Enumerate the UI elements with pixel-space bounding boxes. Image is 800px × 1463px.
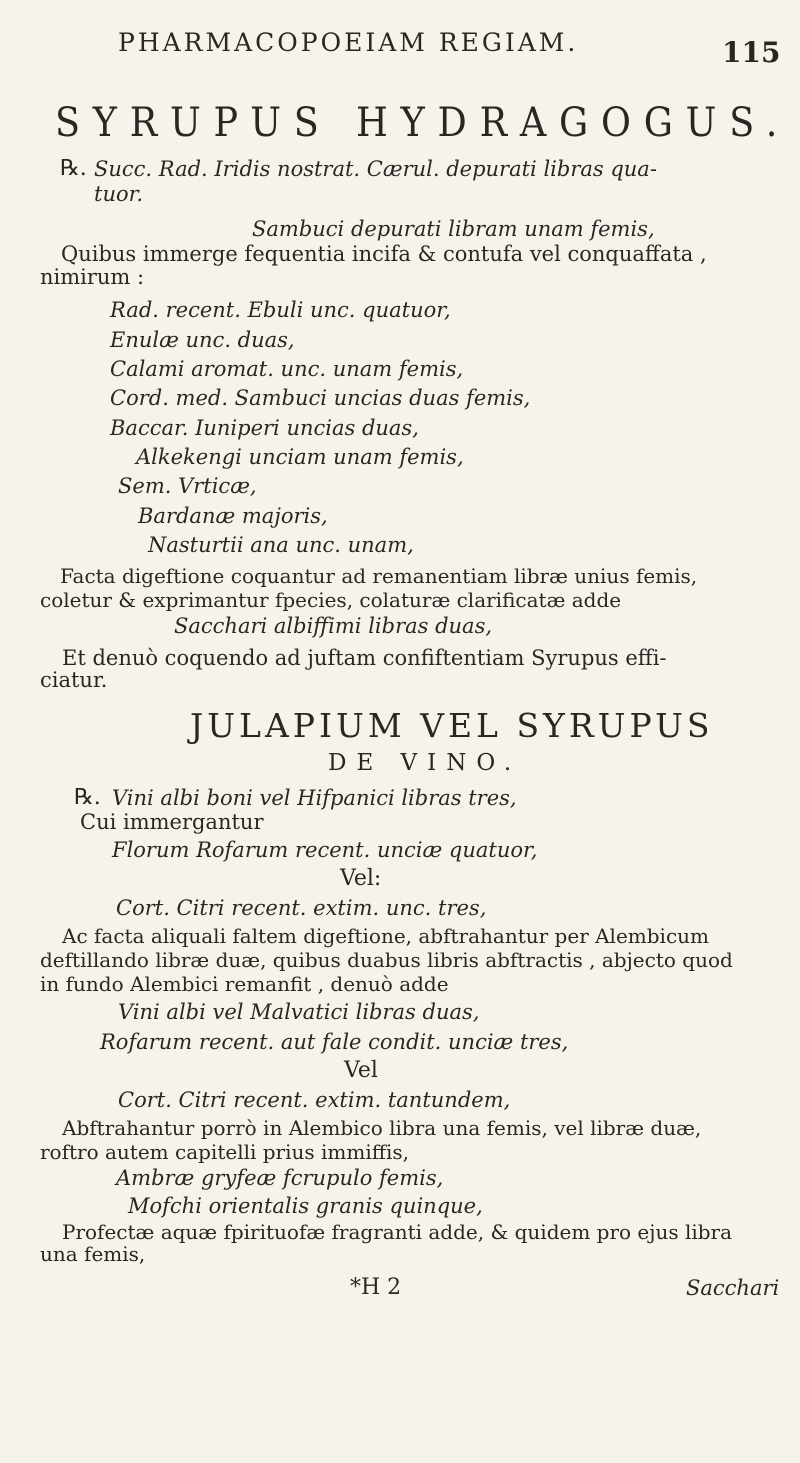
text-line: Ac facta aliquali faltem digeftione, abftrahantur per Alembicum: [62, 924, 710, 948]
text-line: Quibus immerge fequentia incifa & contufa vel conquaffata ,: [61, 242, 707, 266]
text-line: Vini albi boni vel Hifpanici libras tres,: [112, 786, 517, 810]
catchword: Sacchari: [686, 1276, 780, 1300]
signature-mark: *H 2: [350, 1275, 402, 1300]
text-line: coletur & exprimantur fpecies, colaturæ clarificatæ adde: [40, 588, 622, 612]
text-line: Vel:: [340, 866, 382, 891]
page-number: 115: [722, 36, 781, 69]
text-line: Profectæ aquæ fpirituofæ fragranti adde, & quidem pro ejus libra: [62, 1220, 733, 1244]
text-line: deftillando libræ duæ, quibus duabus libris abftractis , abjecto quod: [40, 948, 733, 972]
text-line: nimirum :: [40, 265, 145, 289]
ingredient-line: Calami aromat. unc. unam femis,: [110, 357, 464, 381]
ingredient-line: Rad. recent. Ebuli unc. quatuor,: [110, 298, 451, 322]
ingredient-line: Bardanæ majoris,: [138, 504, 328, 528]
text-line: Sambuci depurati libram unam femis,: [252, 217, 655, 241]
text-line: Cort. Citri recent. extim. tantundem,: [118, 1088, 511, 1112]
text-line: Ambræ gryfeæ fcrupulo femis,: [116, 1166, 444, 1190]
section-subtitle: DE VINO.: [328, 750, 522, 776]
text-line: ciatur.: [40, 668, 108, 692]
text-line: Cui immergantur: [80, 810, 264, 834]
text-line: Sacchari albiffimi libras duas,: [174, 614, 493, 638]
text-line: Rofarum recent. aut fale condit. unciæ tres,: [100, 1030, 569, 1054]
text-line: in fundo Alembici remanfit , denuò adde: [40, 972, 449, 996]
text-line: Vini albi vel Malvatici libras duas,: [118, 1000, 480, 1024]
text-line: roftro autem capitelli prius immiffis,: [40, 1140, 409, 1164]
running-header: PHARMACOPOEIAM REGIAM.: [118, 28, 579, 57]
text-line: Florum Rofarum recent. unciæ quatuor,: [112, 838, 538, 862]
text-line: una femis,: [40, 1242, 146, 1266]
section-title-syrupus-hydragogus: SYRUPUS HYDRAGOGUS.: [55, 100, 791, 146]
text-line: Mofchi orientalis granis quinque,: [128, 1194, 483, 1218]
text-line: Cort. Citri recent. extim. unc. tres,: [116, 896, 487, 920]
ingredient-line: Enulæ unc. duas,: [110, 328, 295, 352]
section-title-julapium: JULAPIUM VEL SYRUPUS: [190, 706, 714, 745]
text-line: tuor.: [94, 182, 144, 206]
text-line: Et denuò coquendo ad juftam confiftentiam Syrupus effi-: [62, 646, 667, 670]
text-line: Abftrahantur porrò in Alembico libra una femis, vel libræ duæ,: [62, 1116, 702, 1140]
text-line: Facta digeftione coquantur ad remanentiam libræ unius femis,: [60, 564, 698, 588]
ingredient-line: Nasturtii ana unc. unam,: [148, 533, 414, 557]
ingredient-line: Alkekengi unciam unam femis,: [136, 445, 464, 469]
ingredient-line: Baccar. Iuniperi uncias duas,: [110, 416, 419, 440]
text-line: Succ. Rad. Iridis nostrat. Cærul. depurati libras qua-: [94, 157, 657, 181]
text-line: Vel: [344, 1058, 378, 1083]
recipe-symbol: ℞.: [60, 156, 87, 181]
ingredient-line: Sem. Vrticæ,: [118, 474, 257, 498]
recipe-symbol: ℞.: [74, 785, 101, 810]
ingredient-line: Cord. med. Sambuci uncias duas femis,: [110, 386, 531, 410]
